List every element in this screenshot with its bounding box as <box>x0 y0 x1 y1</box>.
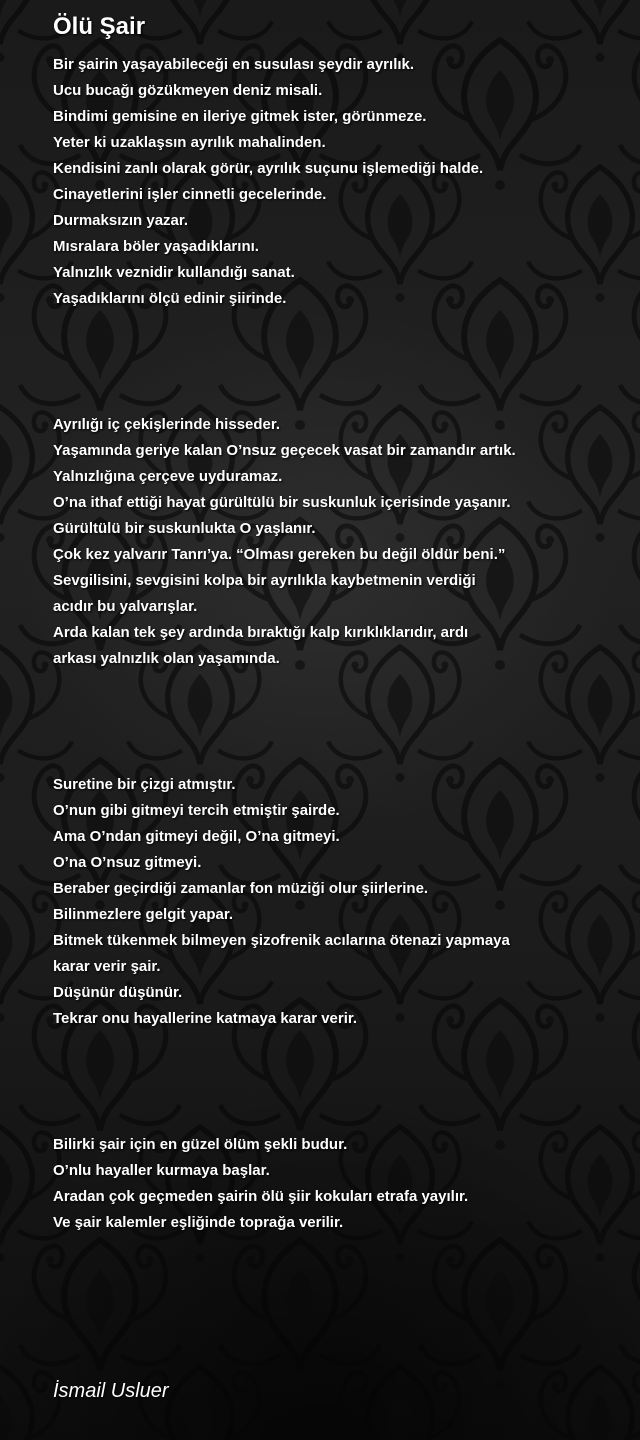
poem-line: Bilinmezlere gelgit yapar. <box>53 906 234 923</box>
poem-line: Düşünür düşünür. <box>53 984 183 1001</box>
poem-author: İsmail Usluer <box>53 1380 169 1402</box>
poem-line: Durmaksızın yazar. <box>53 212 189 229</box>
poem-line: O’na ithaf ettiği hayat gürültülü bir suskunluk içerisinde yaşanır. <box>53 494 511 511</box>
poem-line: Yaşadıklarını ölçü edinir şiirinde. <box>53 290 287 307</box>
poem-line: Beraber geçirdiği zamanlar fon müziği olur şiirlerine. <box>53 880 429 897</box>
poem-line: Bir şairin yaşayabileceği en susulası şeydir ayrılık. <box>53 56 415 73</box>
poem-line: Ama O’ndan gitmeyi değil, O’na gitmeyi. <box>53 828 340 845</box>
poem-line: Mısralara böler yaşadıklarını. <box>53 238 259 255</box>
poem-line: Bilirki şair için en güzel ölüm şekli budur. <box>53 1136 348 1153</box>
stanza-2 <box>53 412 613 672</box>
poem-line: Yalnızlığına çerçeve uyduramaz. <box>53 468 283 485</box>
poem-line: Çok kez yalvarır Tanrı’ya. “Olması gereken bu değil öldür beni.” <box>53 546 506 563</box>
poem-line: Bindimi gemisine en ileriye gitmek ister, görünmeze. <box>53 108 427 125</box>
stanza-spacer <box>53 672 613 772</box>
poem-title: Ölü Şair <box>53 13 146 40</box>
stanza-spacer <box>53 312 613 412</box>
poem-line: Arda kalan tek şey ardında bıraktığı kalp kırıklıklarıdır, ardı <box>53 624 469 641</box>
stanza-3 <box>53 772 613 1032</box>
poem-line: arkası yalnızlık olan yaşamında. <box>53 650 280 667</box>
poem-line: Cinayetlerini işler cinnetli gecelerinde. <box>53 186 327 203</box>
poem-line: O’nun gibi gitmeyi tercih etmiştir şairde. <box>53 802 340 819</box>
poem-line: Ayrılığı iç çekişlerinde hisseder. <box>53 416 281 433</box>
poem-line: Yeter ki uzaklaşsın ayrılık mahalinden. <box>53 134 326 151</box>
poem-line: Tekrar onu hayallerine katmaya karar verir. <box>53 1010 358 1027</box>
poem-body <box>53 52 613 1236</box>
poem-line: O’nlu hayaller kurmaya başlar. <box>53 1162 270 1179</box>
stanza-spacer <box>53 1032 613 1132</box>
poem-line: acıdır bu yalvarışlar. <box>53 598 198 615</box>
poem-line: Kendisini zanlı olarak görür, ayrılık suçunu işlemediği halde. <box>53 160 484 177</box>
poem-line: Ucu bucağı gözükmeyen deniz misali. <box>53 82 323 99</box>
poem-line: karar verir şair. <box>53 958 161 975</box>
poem-line: Bitmek tükenmek bilmeyen şizofrenik acılarına ötenazi yapmaya <box>53 932 510 949</box>
stanza-4 <box>53 1132 613 1236</box>
poem-line: O’na O’nsuz gitmeyi. <box>53 854 202 871</box>
poem-line: Aradan çok geçmeden şairin ölü şiir kokuları etrafa yayılır. <box>53 1188 469 1205</box>
poem-line: Yaşamında geriye kalan O’nsuz geçecek vasat bir zamandır artık. <box>53 442 516 459</box>
poem-line: Ve şair kalemler eşliğinde toprağa verilir. <box>53 1214 344 1231</box>
poem-line: Suretine bir çizgi atmıştır. <box>53 776 236 793</box>
poem-line: Sevgilisini, sevgisini kolpa bir ayrılıkla kaybetmenin verdiği <box>53 572 476 589</box>
poem-line: Gürültülü bir suskunlukta O yaşlanır. <box>53 520 316 537</box>
stanza-1 <box>53 52 613 312</box>
poem-line: Yalnızlık veznidir kullandığı sanat. <box>53 264 295 281</box>
